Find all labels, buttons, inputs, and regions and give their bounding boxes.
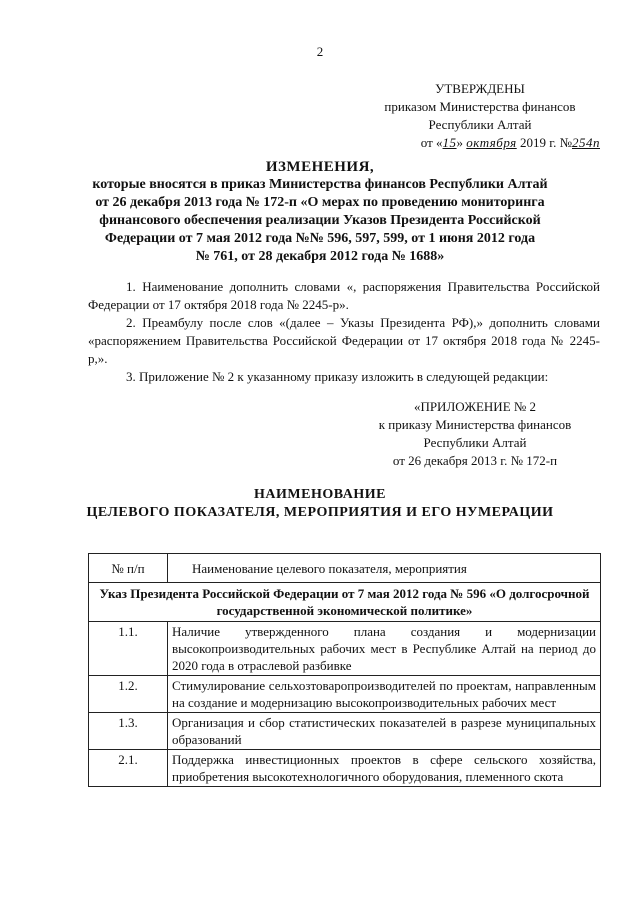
amendment-item-1: 1. Наименование дополнить словами «, распоряжения Правительства Российской Федерации от 17 октября 2018 года № 2245-р». bbox=[88, 279, 600, 312]
row-num: 1.1. bbox=[89, 622, 168, 676]
header-name: Наименование целевого показателя, мероприятия bbox=[168, 554, 601, 583]
date-month: октября bbox=[466, 135, 517, 150]
order-number: 254п bbox=[572, 135, 600, 150]
row-text: Поддержка инвестиционных проектов в сфере сельского хозяйства, приобретения высокотехнологичного оборудования, племенного скота bbox=[168, 750, 601, 787]
title-line: № 761, от 28 декабря 2012 года № 1688» bbox=[195, 249, 445, 264]
appendix-line-3: Республики Алтай bbox=[423, 435, 527, 450]
page-number: 2 bbox=[316, 44, 324, 59]
appendix-line-2: к приказу Министерства финансов bbox=[378, 417, 572, 432]
date-mid: » bbox=[456, 135, 467, 150]
table-row bbox=[89, 622, 601, 676]
date-year: 2019 г. № bbox=[516, 135, 572, 150]
section-title-line-1: НАИМЕНОВАНИЕ bbox=[254, 487, 386, 502]
title-line: от 26 декабря 2013 года № 172-п «О мерах по проведению мониторинга bbox=[95, 195, 545, 210]
title-heading: ИЗМЕНЕНИЯ, bbox=[265, 159, 375, 175]
approval-block bbox=[360, 80, 600, 152]
row-text: Стимулирование сельхозтоваропроизводителей по проектам, направленным на создание и модернизацию высокопроизводительных рабочих мест bbox=[168, 676, 601, 713]
row-num: 2.1. bbox=[89, 750, 168, 787]
amendment-item-2: 2. Преамбулу после слов «(далее – Указы Президента РФ),» дополнить словами «распоряжением Правительства Российской Федерации от 17 октября 2018 года № 2245-р,». bbox=[88, 315, 600, 366]
date-prefix: от « bbox=[420, 135, 443, 150]
section-title-line-2: ЦЕЛЕВОГО ПОКАЗАТЕЛЯ, МЕРОПРИЯТИЯ И ЕГО НУМЕРАЦИИ bbox=[86, 505, 554, 520]
amendment-item-3: 3. Приложение № 2 к указанному приказу изложить в следующей редакции: bbox=[126, 369, 549, 384]
title-line: Федерации от 7 мая 2012 года №№ 596, 597, 599, от 1 июня 2012 года bbox=[104, 231, 536, 246]
title-line: которые вносятся в приказ Министерства финансов Республики Алтай bbox=[92, 177, 548, 192]
table-section-row bbox=[89, 583, 601, 622]
row-num: 1.2. bbox=[89, 676, 168, 713]
section-cell: Указ Президента Российской Федерации от 7 мая 2012 года № 596 «О долгосрочной государственной экономической политике» bbox=[89, 583, 601, 622]
row-num: 1.3. bbox=[89, 713, 168, 750]
appendix-block bbox=[350, 398, 600, 470]
row-text: Наличие утвержденного плана создания и модернизации высокопроизводительных рабочих мест в Республике Алтай на период до 2020 года в отраслевой разбивке bbox=[168, 622, 601, 676]
approval-line-1: УТВЕРЖДЕНЫ bbox=[435, 81, 525, 96]
table-header-row bbox=[89, 554, 601, 583]
document-title bbox=[60, 158, 580, 266]
header-num: № п/п bbox=[89, 554, 168, 583]
table-row bbox=[89, 750, 601, 787]
indicators-table bbox=[88, 553, 601, 787]
appendix-line-1: «ПРИЛОЖЕНИЕ № 2 bbox=[413, 399, 537, 414]
approval-date-line bbox=[360, 134, 600, 152]
amendment-items bbox=[88, 278, 600, 386]
appendix-line-4: от 26 декабря 2013 г. № 172-п bbox=[392, 453, 558, 468]
table-row bbox=[89, 713, 601, 750]
title-line: финансового обеспечения реализации Указов Президента Российской bbox=[99, 213, 541, 228]
approval-line-3: Республики Алтай bbox=[428, 117, 532, 132]
row-text: Организация и сбор статистических показателей в разрезе муниципальных образований bbox=[168, 713, 601, 750]
date-day: 15 bbox=[442, 135, 457, 150]
table-row bbox=[89, 676, 601, 713]
section-title bbox=[60, 486, 580, 522]
approval-line-2: приказом Министерства финансов bbox=[384, 99, 576, 114]
